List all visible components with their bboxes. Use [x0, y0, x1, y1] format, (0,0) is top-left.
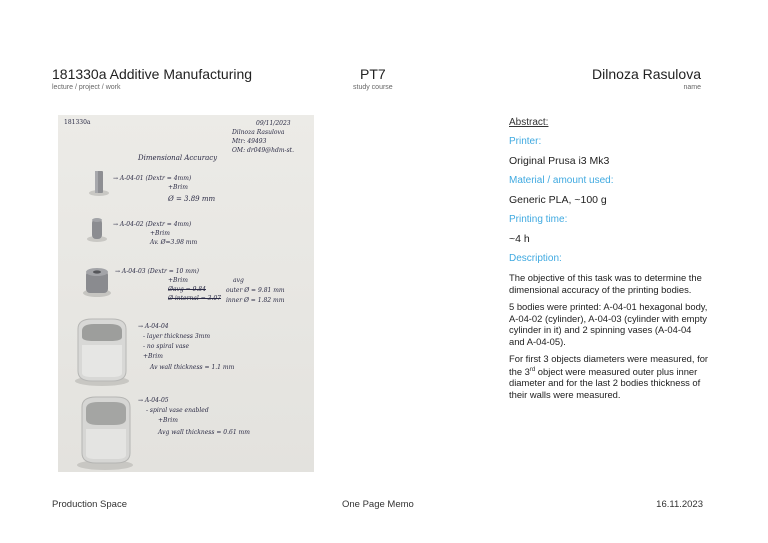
object-3-line-1: → A-04-03 (Dextr = 10 mm)	[115, 268, 199, 275]
object-3-line-2: +Brim	[168, 277, 188, 284]
object-1-line-2: +Brim	[168, 184, 188, 191]
note-heading: Dimensional Accuracy	[138, 154, 218, 162]
footer-right: 16.11.2023	[656, 499, 703, 510]
description-paragraph-2: 5 bodies were printed: A-04-01 hexagonal body, A-04-02 (cylinder), A-04-03 (cylinder with empty cylinder in it) and 2 spinning vases (A-04-04 and A-04-05).	[509, 301, 708, 347]
object-2-line-3: Av. Ø=3.98 mm	[150, 239, 198, 246]
note-email: OM: dr049@hdm-st.	[232, 147, 294, 154]
object-5-line-1: → A-04-05	[138, 397, 169, 404]
object-4-line-2: - layer thickness 3mm	[143, 333, 211, 340]
object-1-line-1: → A-04-01 (Dextr = 4mm)	[113, 175, 192, 182]
course-code: PT7	[360, 66, 386, 82]
footer-left: Production Space	[52, 499, 127, 510]
object-4-line-4: +Brim	[143, 353, 163, 360]
object-5-line-3: +Brim	[158, 417, 178, 424]
object-5-line-4: Avg wall thickness = 0.61 mm	[158, 429, 250, 436]
description-label: Description:	[509, 253, 562, 264]
printed-object-vase-1	[72, 315, 132, 387]
object-2-line-1: → A-04-02 (Dextr = 4mm)	[113, 221, 192, 228]
note-date: 09/11/2023	[256, 120, 291, 127]
note-id: 181330a	[64, 119, 91, 126]
description-paragraph-3	[509, 353, 709, 400]
object-3-line-3: Øavg = 9.84	[168, 286, 206, 293]
printing-time-label: Printing time:	[509, 214, 568, 225]
object-2-line-2: +Brim	[150, 230, 170, 237]
description-paragraph-3-end: object were measured outer plus inner diameter and for the last 2 bodies thickness of their walls were measured.	[509, 365, 701, 400]
author-name: Dilnoza Rasulova	[592, 66, 701, 82]
course-title: 181330a Additive Manufacturing	[52, 66, 253, 82]
note-name: Dilnoza Rasulova	[232, 129, 285, 136]
abstract-heading: Abstract:	[509, 117, 549, 128]
description-paragraph-1: The objective of this task was to determine the dimensional accuracy of the printing bodies.	[509, 272, 702, 295]
printed-object-hollow-cylinder	[80, 263, 114, 299]
printed-object-vase-2	[74, 391, 136, 471]
object-1-line-3: Ø = 3.89 mm	[168, 195, 216, 203]
printer-value: Original Prusa i3 Mk3	[509, 155, 610, 167]
material-label: Material / amount used:	[509, 175, 614, 186]
course-subtitle: lecture / project / work	[52, 84, 121, 91]
object-4-line-3: - no spiral vase	[143, 343, 190, 350]
object-4-line-5: Av wall thickness = 1.1 mm	[150, 364, 235, 371]
abstract-panel	[509, 117, 709, 406]
object-3-line-4: Ø internal = 3.07	[168, 295, 222, 302]
object-4-line-1: → A-04-04	[138, 323, 169, 330]
ordinal-suffix: rd	[529, 366, 536, 373]
note-matriculation: Mtr: 49493	[232, 138, 267, 145]
author-name-subtitle: name	[683, 84, 701, 91]
course-code-subtitle: study course	[353, 84, 393, 91]
printing-time-value: ~4 h	[509, 233, 530, 245]
object-3-line-7: inner Ø = 1.82 mm	[226, 297, 285, 304]
printed-object-cylinder-pin	[84, 215, 110, 243]
printer-label: Printer:	[509, 136, 542, 147]
object-3-line-5: avg	[233, 277, 244, 284]
printed-object-hex-pin	[86, 167, 112, 197]
footer-center: One Page Memo	[342, 499, 414, 510]
description-paragraph-3-start: For first 3 objects diameters were measured, for the 3	[509, 353, 709, 377]
object-5-line-2: - spiral vase enabled	[146, 407, 209, 414]
material-value: Generic PLA, ~100 g	[509, 194, 607, 206]
notes-photo	[58, 115, 314, 472]
object-3-line-6: outer Ø = 9.81 mm	[226, 287, 285, 294]
